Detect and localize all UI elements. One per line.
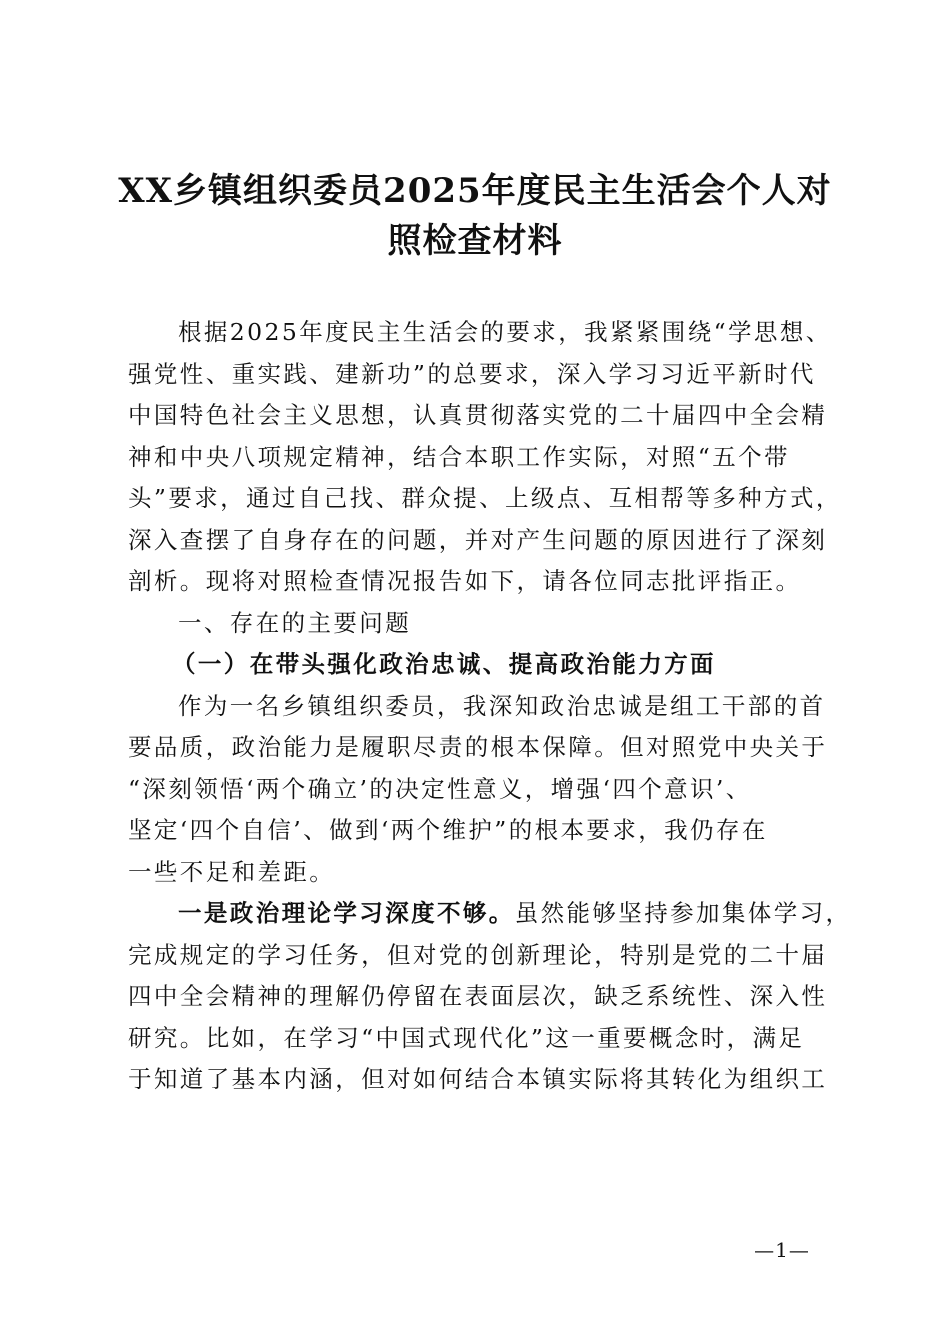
- paragraph-line: 作为一名乡镇组织委员，我深知政治忠诚是组工干部的首: [178, 691, 826, 720]
- paragraph-line: “深刻领悟‘两个确立’的决定性意义，增强‘四个意识’、: [128, 774, 752, 803]
- paragraph-line: 一些不足和差距。: [128, 857, 336, 886]
- title-line-1: XX乡镇组织委员2025年度民主生活会个人对: [118, 171, 832, 211]
- paragraph-line: 四中全会精神的理解仍停留在表面层次，缺乏系统性、深入性: [128, 982, 828, 1010]
- point-heading: 一是政治理论学习深度不够。: [178, 899, 515, 927]
- paragraph-line: 神和中央八项规定精神，结合本职工作实际，对照“五个带: [128, 442, 790, 471]
- paragraph-text: 虽然能够坚持参加集体学习，: [514, 899, 852, 927]
- paragraph-line: [128, 893, 852, 935]
- paragraph-line: 剖析。现将对照检查情况报告如下，请各位同志批评指正。: [128, 567, 802, 595]
- page-number: —1—: [754, 1238, 810, 1262]
- section-heading: 一、存在的主要问题: [178, 608, 412, 637]
- subsection-heading: （一）在带头强化政治忠诚、提高政治能力方面: [172, 650, 716, 678]
- document-title: [100, 166, 850, 266]
- paragraph-line: 完成规定的学习任务，但对党的创新理论，特别是党的二十届: [128, 940, 828, 969]
- paragraph-line: 要品质，政治能力是履职尽责的根本保障。但对照党中央关于: [128, 733, 828, 761]
- paragraph-line: 根据2025年度民主生活会的要求，我紧紧围绕“学思想、: [178, 318, 832, 346]
- paragraph-line: 深入查摆了自身存在的问题，并对产生问题的原因进行了深刻: [128, 525, 828, 554]
- document-body: [128, 312, 852, 1101]
- paragraph-line: 于知道了基本内涵，但对如何结合本镇实际将其转化为组织工: [128, 1065, 828, 1093]
- paragraph-line: 研究。比如，在学习“中国式现代化”这一重要概念时，满足: [128, 1023, 805, 1052]
- paragraph-line: 中国特色社会主义思想，认真贯彻落实党的二十届四中全会精: [128, 401, 828, 429]
- paragraph-line: 坚定‘四个自信’、做到‘两个维护”的根本要求，我仍存在: [128, 816, 768, 844]
- paragraph-line: 强党性、重实践、建新功”的总要求，深入学习习近平新时代: [128, 359, 816, 388]
- title-line-2: 照检查材料: [387, 221, 563, 261]
- paragraph-line: 头”要求，通过自己找、群众提、上级点、互相帮等多种方式，: [128, 484, 842, 512]
